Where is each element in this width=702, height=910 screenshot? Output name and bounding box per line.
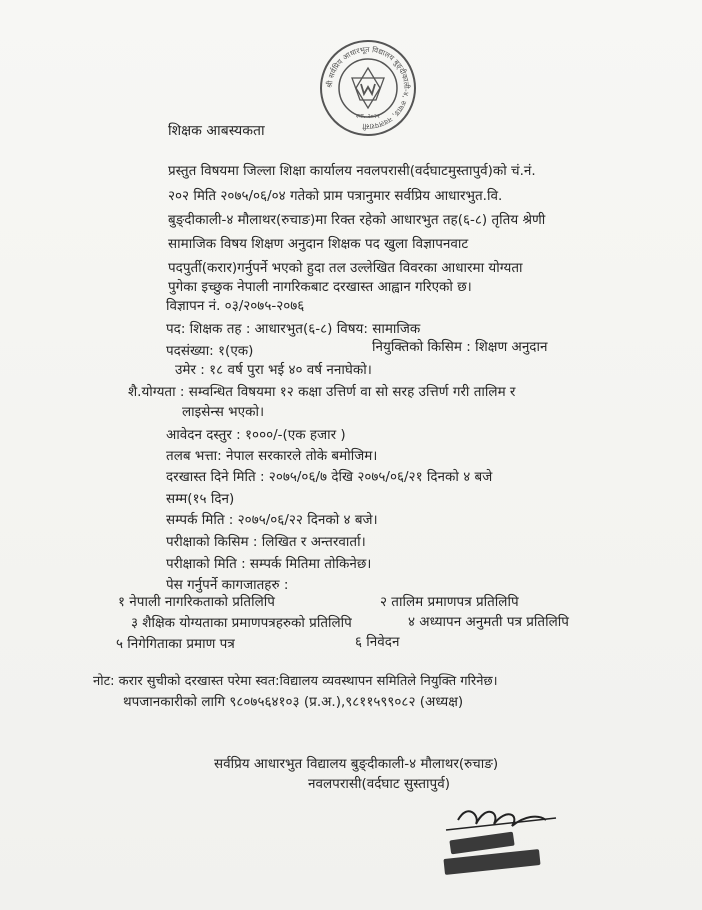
document-item-4: ४ अध्यापन अनुमती पत्र प्रतिलिपि — [408, 614, 569, 630]
document-item-2: २ तालिम प्रमाणपत्र प्रतिलिपि — [380, 594, 519, 610]
intro-line-2: २०२ मिति २०७५/०६/०४ गतेको प्राम पत्रानुमार सर्वप्रिय आधारभुत.वि. — [168, 188, 503, 204]
signature-stamp — [428, 790, 568, 880]
qualification-line-1: शै.योग्यता : सम्वन्धित विषयमा १२ कक्षा उत्तिर्ण वा सो सरह उत्तिर्ण गरी तालिम र — [128, 384, 516, 400]
intro-line-3: बुङ्दीकाली-४ मौलाथर(रुचाङ)मा रिक्त रहेको आधारभुत तह(६-८) तृतिय श्रेणी — [168, 212, 546, 228]
age-requirement: उमेर : १८ वर्ष पुरा भई ४० वर्ष ननाघेको। — [175, 362, 372, 378]
intro-line-5: पदपुर्ती(करार)गर्नुपर्ने भएको हुदा तल उल्लेखित विवरका आधारमा योग्यता — [168, 260, 523, 276]
exam-date: परीक्षाको मिति : सम्पर्क मितिमा तोकिनेछ। — [166, 556, 372, 572]
page-title: शिक्षक आबस्यकता — [168, 123, 265, 139]
post-details: पद: शिक्षक तह : आधारभुत(६-८) विषय: सामाजिक — [166, 321, 421, 337]
contact-date: सम्पर्क मिति : २०७५/०६/२२ दिनको ४ बजे। — [166, 512, 378, 528]
note-line-1: नोट: करार सुचीको दरखास्त परेमा स्वत:विद्यालय व्यवस्थापन समितिले नियुक्ति गरिनेछ। — [93, 674, 498, 689]
qualification-line-2: लाइसेन्स भएको। — [182, 404, 265, 420]
footer-district: नवलपरासी(वर्दघाट सुस्तापुर्व) — [308, 776, 450, 792]
star-emblem-icon — [352, 68, 384, 108]
advert-number: विज्ञापन नं. ०३/२०७५-२०७६ — [166, 298, 305, 314]
school-seal — [318, 38, 418, 138]
exam-type: परीक्षाको किसिम : लिखित र अन्तरवार्ता। — [166, 534, 366, 550]
signature-underline — [446, 818, 556, 830]
document-item-1: १ नेपाली नागरिकताको प्रतिलिपि — [118, 594, 275, 610]
seat-count: पदसंख्या: १(एक) — [166, 343, 254, 359]
stamp-line-1 — [449, 832, 514, 855]
deadline-line-2: सम्म(१५ दिन) — [166, 491, 235, 507]
seal-center-text: स्था. २०२१ — [356, 113, 380, 120]
intro-line-6: पुगेका इच्छुक नेपाली नागरिकबाट दरखास्त आह्वान गरिएको छ। — [168, 279, 472, 295]
document-item-3: ३ शैक्षिक योग्यताका प्रमाणपत्रहरुको प्रतिलिपि — [131, 615, 352, 631]
salary-info: तलब भत्ता: नेपाल सरकारले तोके बमोजिम। — [166, 448, 378, 464]
appointment-type: नियुक्तिको किसिम : शिक्षण अनुदान — [372, 339, 548, 355]
seal-ring-text: श्री सर्वप्रिय आधारभूत विद्यालय बुङ्दीकाली-४, रुचाङ, नवलपरासी — [324, 44, 412, 132]
documents-heading: पेस गर्नुपर्ने कागजातहरु : — [166, 577, 289, 593]
note-contact: थपजानकारीको लागि ९८०७५६४१०३ (प्र.अ.),९८११५९९०८२ (अध्यक्ष) — [123, 694, 464, 710]
application-fee: आवेदन दस्तुर : १०००/-(एक हजार ) — [166, 427, 346, 443]
document-item-5: ५ निगेगिताका प्रमाण पत्र — [116, 636, 235, 652]
deadline-line-1: दरखास्त दिने मिति : २०७५/०६/७ देखि २०७५/०६/२१ दिनको ४ बजे — [166, 469, 493, 485]
document-item-6: ६ निवेदन — [355, 634, 400, 650]
intro-line-4: सामाजिक विषय शिक्षण अनुदान शिक्षक पद खुला विज्ञापनवाट — [168, 236, 469, 252]
footer-school-name: सर्वप्रिय आधारभुत विद्यालय बुङ्दीकाली-४ मौलाथर(रुचाङ) — [214, 756, 499, 772]
intro-line-1: प्रस्तुत विषयमा जिल्ला शिक्षा कार्यालय नवलपरासी(वर्दघाटमुस्तापुर्व)को चं.नं. — [168, 163, 536, 179]
